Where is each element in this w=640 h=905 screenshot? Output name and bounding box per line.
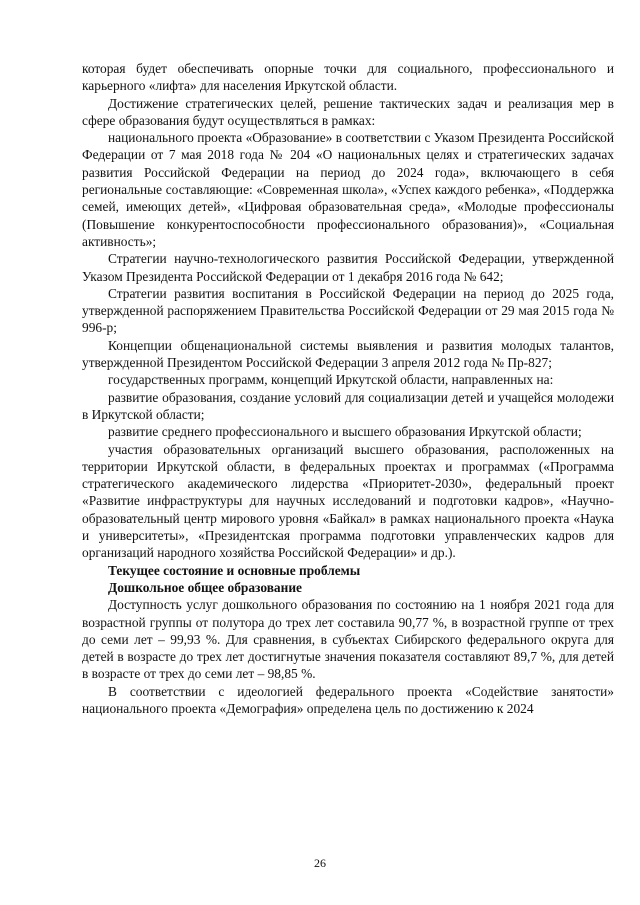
paragraph-talent-concept: Концепции общенациональной системы выявления и развития молодых талантов, утвержденной Президентом Российской Федерации 3 апреля 2012 года № Пр-827; [82, 337, 614, 371]
paragraph-science-strategy: Стратегии научно-технологического развития Российской Федерации, утвержденной Указом Президента Российской Федерации от 1 декабря 2016 года № 642; [82, 251, 614, 284]
paragraph-employment-project: В соответствии с идеологией федерального проекта «Содействие занятости» национального проекта «Демография» определена цель по достижению к 2024 [82, 683, 614, 716]
paragraph-vocational-education: развитие среднего профессионального и высшего образования Иркутской области; [108, 424, 582, 440]
paragraph-upbringing-strategy: Стратегии развития воспитания в Российской Федерации на период до 2025 года, утвержденной распоряжением Правительства Российской Федерации от 29 мая 2015 года № 996-р; [82, 285, 614, 336]
paragraph-continuation: которая будет обеспечивать опорные точки для социального, профессионального и карьерного «лифта» для населения Иркутской области. [82, 61, 614, 94]
paragraph-higher-education-participation: участия образовательных организаций высшего образования, расположенных на территории Иркутской области, в федеральных проектах и программах («Программа стратегического академического лидерства «Приоритет-2030», федеральный проект «Развитие инфраструктуры для научных исследований и подготовки кадров», «Научно-образовательный центр мирового уровня «Байкал» в рамках национального проекта «Наука и университеты», «Президентская программа подготовки управленческих кадров для организаций народного хозяйства Российской Федерации» и др.). [82, 441, 614, 561]
paragraph-education-development: развитие образования, создание условий для социализации детей и учащейся молодежи в Иркутской области; [82, 389, 614, 422]
paragraph-national-project: национального проекта «Образование» в соответствии с Указом Президента Российской Федерации от 7 мая 2018 года № 204 «О национальных целях и стратегических задачах развития Российской Федерации на период до 2024 года», включающего в себя региональные составляющие: «Современная школа», «Успех каждого ребенка», «Поддержка семей, имеющих детей», «Цифровая образовательная среда», «Молодые профессионалы (Повышение конкурентоспособности профессионального образования)», «Социальная активность»; [82, 130, 614, 249]
page-number: 26 [314, 856, 326, 870]
section-heading: Текущее состояние и основные проблемы [108, 562, 361, 578]
paragraph-state-programs: государственных программ, концепций Иркутской области, направленных на: [108, 372, 554, 388]
subsection-heading: Дошкольное общее образование [108, 579, 302, 595]
paragraph-framework-intro: Достижение стратегических целей, решение тактических задач и реализация мер в сфере образования будут осуществляться в рамках: [82, 95, 614, 128]
paragraph-preschool-availability: Доступность услуг дошкольного образования по состоянию на 1 ноября 2021 года для возрастной группы от полутора до трех лет составила 90,77 %, в возрастной группе от трех до семи лет – 99,93 %. Для сравнения, в субъектах Сибирского федерального округа для детей в возрасте до трех лет достигнутые значения показателя составляют 89,7 %, для детей в возрасте от трех до семи лет – 98,85 %. [82, 597, 614, 682]
